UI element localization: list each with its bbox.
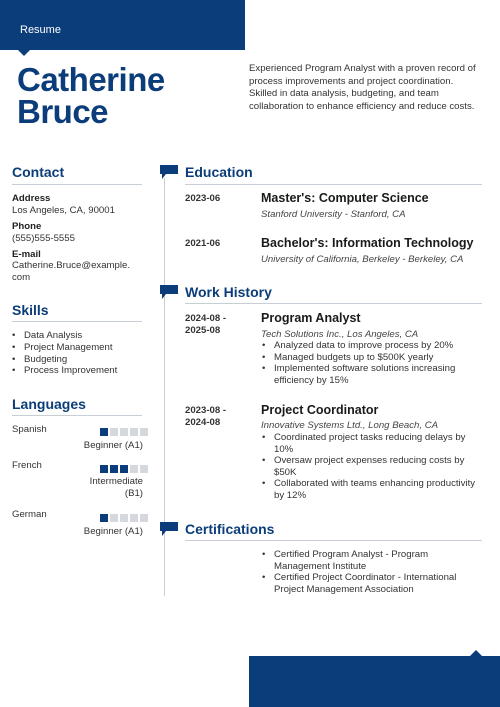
phone-value: (555)555-5555 [12,233,75,244]
language-level-german: Beginner (A1) [83,526,143,537]
rating-square-empty [130,514,138,522]
header-banner [0,0,245,50]
rating-square-empty [110,514,118,522]
job-company: Tech Solutions Inc., Los Angeles, CA [261,329,419,340]
email-line-2: com [12,272,31,283]
contact-rule [12,184,142,185]
job-role: Program Analyst [261,311,361,325]
resume-tag: Resume [20,24,61,36]
certifications-rule [185,540,482,541]
rating-square-filled [100,465,108,473]
language-name-german: German [12,509,47,520]
rating-square-filled [120,465,128,473]
skills-list [12,330,117,377]
rating-square-empty [130,465,138,473]
first-name: Catherine [17,61,165,98]
skill-item: • Data Analysis [12,330,117,342]
job-role: Project Coordinator [261,403,379,417]
certification-item: • Certified Program Analyst - Program Management Institute [261,549,476,572]
job-bullets [261,340,481,386]
address-label: Address [12,193,51,204]
rating-square-empty [110,428,118,436]
work-marker-icon [160,285,178,299]
certifications-marker-icon [160,522,178,536]
rating-square-filled [100,428,108,436]
email-label: E-mail [12,249,41,260]
job-date-start: 2024-08 - [185,313,227,324]
phone-label: Phone [12,221,42,232]
education-degree: Bachelor's: Information Technology [261,236,474,250]
education-date: 2021-06 [185,238,221,249]
education-title: Education [185,164,253,180]
language-name-french: French [12,460,42,471]
language-rating-spanish [100,428,148,436]
language-name-spanish: Spanish [12,424,47,435]
rating-square-empty [120,428,128,436]
education-rule [185,184,482,185]
footer-notch [470,650,482,656]
language-level-spanish: Beginner (A1) [83,440,143,451]
email-value[interactable] [12,260,130,284]
email-line-1: Catherine.Bruce@example. [12,260,130,271]
certification-item: • Certified Project Coordinator - International Project Management Association [261,572,476,595]
certifications-title: Certifications [185,521,275,537]
job-date-end: 2025-08 [185,325,221,336]
job-bullet: • Implemented software solutions increasing efficiency by 15% [261,363,481,386]
skills-title: Skills [12,302,49,318]
contact-title: Contact [12,164,65,180]
education-marker-icon [160,165,178,179]
work-title: Work History [185,284,272,300]
footer-banner [249,656,500,707]
job-bullets [261,432,481,502]
job-bullet: • Oversaw project expenses reducing costs by $50K [261,455,481,478]
job-date-end: 2024-08 [185,417,221,428]
job-bullet: • Analyzed data to improve process by 20% [261,340,481,352]
skill-item: • Project Management [12,342,117,354]
rating-square-empty [140,465,148,473]
rating-square-filled [100,514,108,522]
education-school: Stanford University - Stanford, CA [261,209,406,220]
job-bullet: • Managed budgets up to $500K yearly [261,352,481,364]
rating-square-empty [120,514,128,522]
language-rating-german [100,514,148,522]
certifications-list [261,549,476,595]
job-company: Innovative Systems Ltd., Long Beach, CA [261,420,439,431]
language-level-french: Intermediate (B1) [89,476,143,500]
job-bullet: • Coordinated project tasks reducing delays by 10% [261,432,481,455]
education-school: University of California, Berkeley - Berkeley, CA [261,254,464,265]
skill-item: • Process Improvement [12,365,117,377]
skills-rule [12,321,142,322]
languages-title: Languages [12,396,86,412]
education-date: 2023-06 [185,193,221,204]
summary: Experienced Program Analyst with a proven record of process improvements and project coordination. Skilled in data analysis, budgeting, and team collaboration to enhance efficiency and reduce costs. [249,63,476,112]
job-bullet: • Collaborated with teams enhancing productivity by 12% [261,478,481,501]
job-dates [185,313,226,337]
banner-notch [18,50,30,56]
rating-square-empty [130,428,138,436]
candidate-name [17,61,165,130]
language-rating-french [100,465,148,473]
rating-square-filled [110,465,118,473]
last-name: Bruce [17,93,109,130]
rating-square-empty [140,514,148,522]
rating-square-empty [140,428,148,436]
skill-item: • Budgeting [12,354,117,366]
address-value: Los Angeles, CA, 90001 [12,205,115,216]
languages-rule [12,415,142,416]
work-rule [185,303,482,304]
education-degree: Master's: Computer Science [261,191,429,205]
job-date-start: 2023-08 - [185,405,227,416]
job-dates [185,405,226,429]
